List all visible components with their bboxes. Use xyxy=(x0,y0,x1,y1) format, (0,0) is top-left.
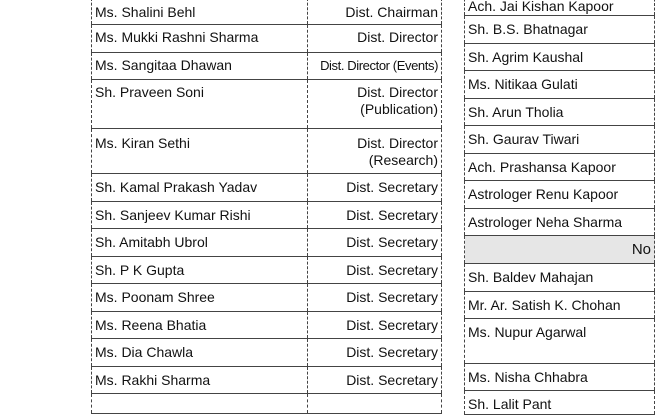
table-row xyxy=(92,339,442,367)
name-cell: Mr. Ar. Satish K. Chohan xyxy=(465,292,655,319)
post-line: Dist. Director xyxy=(357,84,438,100)
name-cell: Astrologer Renu Kapoor xyxy=(465,181,655,209)
post-cell: Dist. Secretary xyxy=(308,312,442,339)
post-cell: Dist. Secretary xyxy=(308,339,442,367)
name-cell: Ms. Dia Chawla xyxy=(92,339,308,367)
name-cell: Sh. Agrim Kaushal xyxy=(465,44,655,71)
table-row xyxy=(92,0,442,25)
table-row xyxy=(92,53,442,80)
table-row xyxy=(465,16,655,44)
table-row xyxy=(465,154,655,181)
name-cell: Sh. Baldev Mahajan xyxy=(465,264,655,292)
post-cell xyxy=(308,129,442,174)
name-cell: Sh. P K Gupta xyxy=(92,257,308,284)
name-cell: Sh. Arun Tholia xyxy=(465,99,655,126)
name-cell: Sh. Praveen Soni xyxy=(92,80,308,129)
post-cell: Dist. Secretary xyxy=(308,174,442,202)
section-header: No xyxy=(465,236,655,264)
post-line: Dist. Director xyxy=(357,135,438,151)
table-row xyxy=(465,44,655,71)
table-row xyxy=(92,80,442,129)
name-cell: Ms. Poonam Shree xyxy=(92,284,308,312)
name-cell: Ach. Prashansa Kapoor xyxy=(465,154,655,181)
name-cell: Sh. Kamal Prakash Yadav xyxy=(92,174,308,202)
table-row xyxy=(465,71,655,99)
table-row xyxy=(465,292,655,319)
name-cell: Astrologer Neha Sharma xyxy=(465,209,655,236)
post-cell: Dist. Secretary xyxy=(308,257,442,284)
name-cell: Ms. Rakhi Sharma xyxy=(92,367,308,394)
post-cell xyxy=(308,80,442,129)
name-cell: Sh. Amitabh Ubrol xyxy=(92,229,308,257)
name-cell: Ms. Nupur Agarwal xyxy=(465,319,655,364)
post-cell: Dist. Secretary xyxy=(308,284,442,312)
table-row xyxy=(465,264,655,292)
name-cell: Ms. Reena Bhatia xyxy=(92,312,308,339)
table-row xyxy=(92,394,442,414)
post-line: (Publication) xyxy=(360,101,438,117)
post-line: (Research) xyxy=(368,152,438,168)
table-row xyxy=(465,391,655,415)
table-row xyxy=(92,312,442,339)
table-row xyxy=(465,319,655,364)
name-cell: Ms. Nisha Chhabra xyxy=(465,364,655,391)
table-row xyxy=(92,202,442,229)
table-row xyxy=(465,181,655,209)
table-row xyxy=(92,284,442,312)
table-row xyxy=(92,367,442,394)
post-cell: Dist. Chairman xyxy=(308,0,442,25)
name-cell: Ms. Nitikaa Gulati xyxy=(465,71,655,99)
name-cell: Sh. Lalit Pant xyxy=(465,391,655,415)
table-row xyxy=(465,99,655,126)
post-cell: Dist. Secretary xyxy=(308,367,442,394)
table-row xyxy=(92,229,442,257)
post-cell: Dist. Secretary xyxy=(308,229,442,257)
post-cell xyxy=(308,394,442,414)
table-row xyxy=(92,257,442,284)
post-cell: Dist. Director xyxy=(308,25,442,53)
post-cell: Dist. Secretary xyxy=(308,202,442,229)
section-header-row xyxy=(465,236,655,264)
name-cell: Sh. B.S. Bhatnagar xyxy=(465,16,655,44)
post-cell: Dist. Director (Events) xyxy=(308,53,442,80)
members-table xyxy=(464,0,655,415)
table-row xyxy=(465,364,655,391)
name-cell: Ms. Kiran Sethi xyxy=(92,129,308,174)
office-bearers-table xyxy=(91,0,442,414)
table-row xyxy=(92,129,442,174)
table-row xyxy=(92,25,442,53)
name-cell: Ms. Sangitaa Dhawan xyxy=(92,53,308,80)
name-cell: Ms. Mukki Rashni Sharma xyxy=(92,25,308,53)
name-cell: Sh. Sanjeev Kumar Rishi xyxy=(92,202,308,229)
table-row xyxy=(465,0,655,16)
name-cell: Sh. Gaurav Tiwari xyxy=(465,126,655,154)
table-row xyxy=(92,174,442,202)
name-cell: Ms. Shalini Behl xyxy=(92,0,308,25)
table-row xyxy=(465,209,655,236)
table-row xyxy=(465,126,655,154)
name-cell: Ach. Jai Kishan Kapoor xyxy=(465,0,655,16)
name-cell xyxy=(92,394,308,414)
